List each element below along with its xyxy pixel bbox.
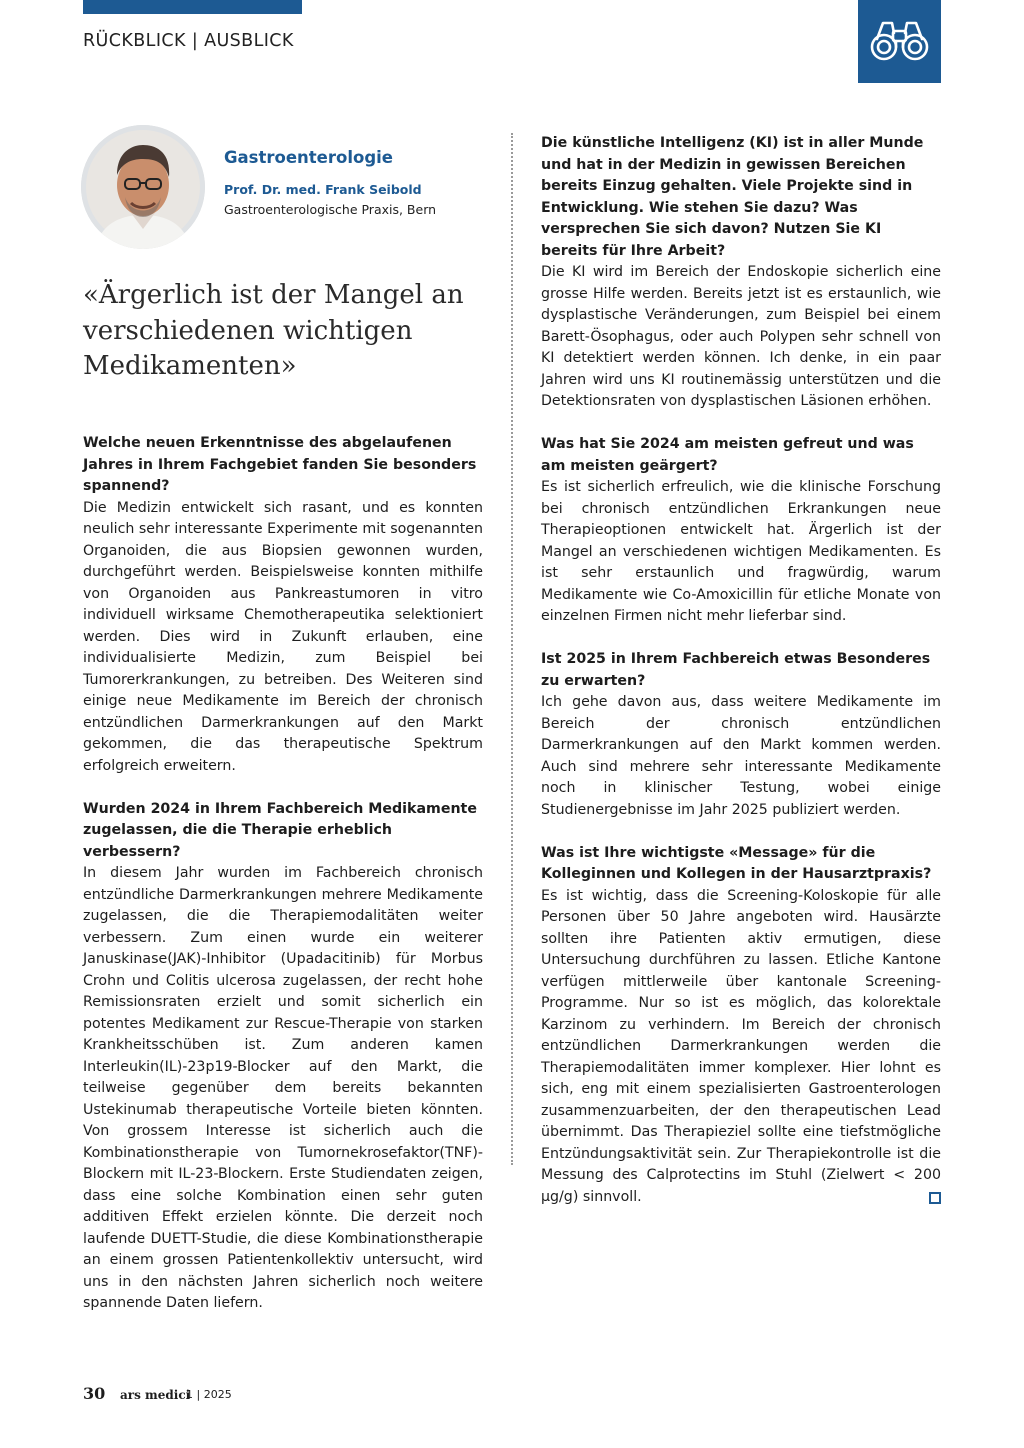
qa-block xyxy=(541,649,941,821)
header-accent-bar xyxy=(83,0,302,14)
article-end-icon xyxy=(929,1192,941,1204)
binoculars-icon xyxy=(867,17,932,65)
left-column xyxy=(83,433,483,1336)
question: Die künstliche Intelligenz (KI) ist in aller Munde und hat in der Medizin in gewissen Bereichen bereits Einzug gehalten. Viele Projekte sind in Entwicklung. Wie stehen Sie dazu? Was versprechen Sie sich davon? Nutzen Sie KI bereits für Ihre Arbeit? xyxy=(541,135,924,259)
question: Welche neuen Erkenntnisse des abgelaufenen Jahres in Ihrem Fachgebiet fanden Sie besonders spannend? xyxy=(83,435,477,494)
answer: Die Medizin entwickelt sich rasant, und es konnten neulich sehr interessante Experimente mit sogenannten Organoiden, die aus Biopsien gewonnen wurden, durchgeführt werden. Beispielsweise konnten mithilfe von Organoiden aus Pankreastumoren in vitro individuell wirksame Chemotherapeutika selektioniert werden. Dies wird in Zukunft erlauben, eine individualisierte Medizin, zum Beispiel bei Tumorerkrankungen, zu betreiben. Des Weiteren sind einige neue Medikamente im Bereich der chronisch entzündlichen Darmerkrankungen auf den Markt gekommen, die das therapeutische Spektrum erfolgreich erweitern. xyxy=(83,499,483,774)
column-divider xyxy=(511,133,513,1165)
magazine-name: ars medici xyxy=(120,1388,191,1402)
question: Ist 2025 in Ihrem Fachbereich etwas Besonderes zu erwarten? xyxy=(541,651,931,689)
answer xyxy=(541,886,941,1209)
qa-block xyxy=(83,799,483,1315)
section-icon-box xyxy=(858,0,941,83)
page-number: 30 xyxy=(83,1384,106,1403)
answer: Die KI wird im Bereich der Endoskopie sicherlich eine grosse Hilfe werden. Bereits jetzt ist es erstaunlich, wie dysplastische Veränderungen, zum Beispiel bei einem Barett-Ösophagus, oder auch Polypen sehr schnell von KI detektiert werden können. Ich denke, in ein paar Jahren wird uns KI routinemässig unterstützen und die Detektionsraten von dysplastischen Läsionen erhöhen. xyxy=(541,264,941,409)
answer: Es ist sicherlich erfreulich, wie die klinische Forschung bei chronisch entzündlichen Erkrankungen neue Therapieoptionen entwickelt hat. Ärgerlich ist der Mangel an verschiedenen wichtigen Medikamenten. Es ist sehr erstaunlich und fragwürdig, warum Medikamente wie Co-Amoxicillin für etliche Monate von einzelnen Firmen nicht mehr lieferbar sind. xyxy=(541,479,941,624)
question: Was hat Sie 2024 am meisten gefreut und was am meisten geärgert? xyxy=(541,436,914,474)
question: Wurden 2024 in Ihrem Fachbereich Medikamente zugelassen, die die Therapie erheblich verbessern? xyxy=(83,800,477,860)
qa-block xyxy=(541,434,941,628)
author-practice: Gastroenterologische Praxis, Bern xyxy=(224,202,437,217)
author-avatar xyxy=(81,125,205,249)
article-headline: «Ärgerlich ist der Mangel an verschiedenen wichtigen Medikamenten» xyxy=(83,280,464,381)
author-name: Prof. Dr. med. Frank Seibold xyxy=(224,182,422,197)
answer: In diesem Jahr wurden im Fachbereich chronisch entzündliche Darmerkrankungen mehrere Medikamente zugelassen, die die Therapiemodalitäten weiter verbessern. Zum einen wurde ein weiterer Januskinase(JAK)-Inhibitor (Upadacitinib) für Morbus Crohn und Colitis ulcerosa zugelassen, der recht hohe Remissionsraten erzielt und somit sicherlich ein potentes Medikament zur Rescue-Therapie von starken Krankheitsschüben ist. Zum anderen kamen Interleukin(IL)-23p19-Blocker auf den Markt, die teilweise gegenüber dem bereits bekannten Ustekinumab therapeutische Vorteile bieten könnten. Von grossem Interesse ist sicherlich auch die Kombinationstherapie von Tumornekrosefaktor(TNF)-Blockern mit IL-23-Blockern. Erste Studiendaten zeigen, dass eine solche Kombination einen sehr guten additiven Effekt erzielen könnte. Die derzeit noch laufende DUETT-Studie, die diese Kombinationstherapie an einem grossen Patientenkollektiv untersucht, wird uns in den nächsten Jahren sicherlich noch weitere spannende Daten liefern. xyxy=(83,865,483,1311)
right-column xyxy=(541,133,941,1230)
qa-block xyxy=(541,133,941,413)
qa-block xyxy=(83,433,483,777)
question: Was ist Ihre wichtigste «Message» für die Kolleginnen und Kollegen in der Hausarztpraxis? xyxy=(541,844,932,882)
specialty-heading: Gastroenterologie xyxy=(224,148,393,167)
section-label: RÜCKBLICK | AUSBLICK xyxy=(83,31,294,51)
answer: Ich gehe davon aus, dass weitere Medikamente im Bereich der chronisch entzündlichen Darmerkrankungen auf den Markt kommen werden. Auch sind mehrere sehr interessante Medikamente noch in klinischer Testung, wobei einige Studienergebnisse im Jahr 2025 publiziert werden. xyxy=(541,694,941,818)
answer-text: Es ist wichtig, dass die Screening-Koloskopie für alle Personen über 50 Jahre angeboten wird. Hausärzte sollten ihre Patienten aktiv ermutigen, diese Untersuchung durchführen zu lassen. Etliche Kantone verfügen mittlerweile über kantonale Screening-Programme. Nur so ist es möglich, das kolorektale Karzinom zu verhindern. Im Bereich der chronisch entzündlichen Darmerkrankungen werden die Therapiemodalitäten immer komplexer. Hier lohnt es sich, eng mit einem spezialisierten Gastroenterologen zusammenzuarbeiten, der den therapeutischen Lead übernimmt. Das Therapieziel sollte eine tiefstmögliche Entzündungsaktivität sein. Zur Therapiekontrolle ist die Messung des Calprotectins im Stuhl (Zielwert < 200 µg/g) sinnvoll. xyxy=(541,887,941,1205)
issue-label: 1 | 2025 xyxy=(186,1388,232,1401)
qa-block xyxy=(541,843,941,1209)
